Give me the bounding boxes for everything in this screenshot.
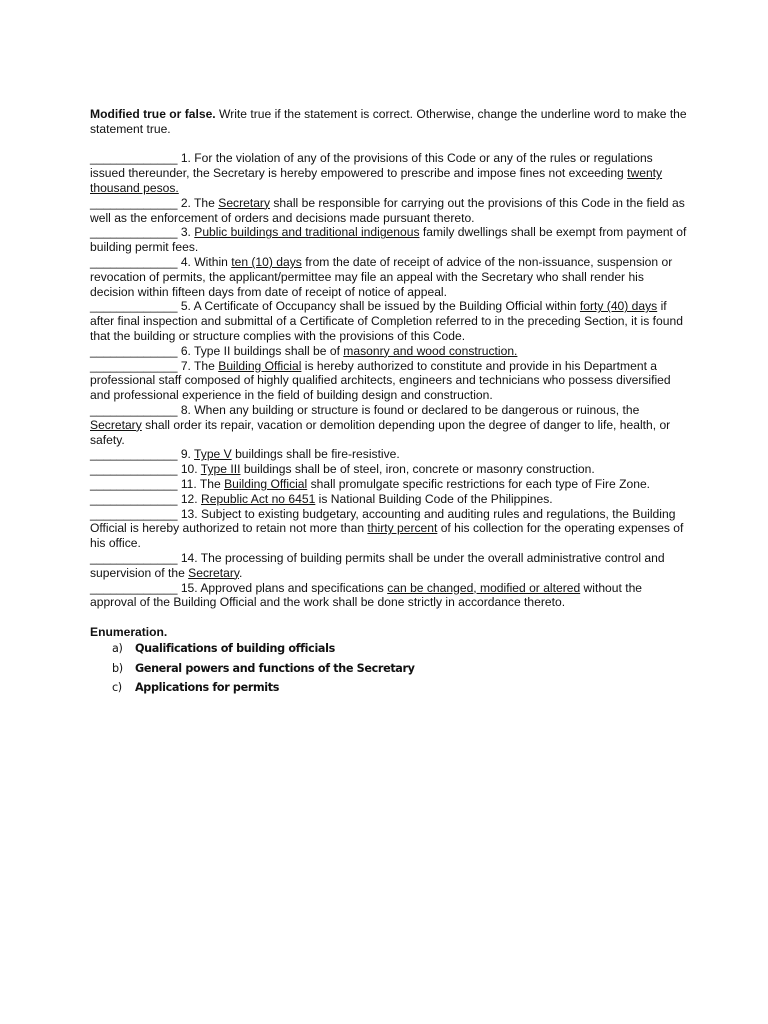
question-text: 11. The <box>177 476 225 491</box>
underlined-term: twenty thousand pesos. <box>90 166 663 195</box>
question-text: is National Building Code of the Philippines. <box>315 491 553 506</box>
enumeration-marker: b) <box>112 661 123 675</box>
question-item <box>90 225 690 255</box>
section-heading-true-false: Modified true or false. <box>90 107 216 121</box>
underlined-term: Republic Act no 6451 <box>201 491 316 506</box>
question-item <box>90 255 690 299</box>
question-item <box>90 299 690 343</box>
question-text: 14. The processing of building permits shall be under the overall administrative control and supervision of the <box>90 550 665 580</box>
question-text: 5. A Certificate of Occupancy shall be issued by the Building Official within <box>177 299 580 314</box>
section-heading-enumeration: Enumeration. <box>90 624 168 639</box>
question-item <box>90 477 690 492</box>
question-text: 7. The <box>177 358 219 373</box>
question-item <box>90 196 690 226</box>
question-text: 8. When any building or structure is found or declared to be dangerous or ruinous, the <box>177 402 640 417</box>
answer-blank: _____________ <box>90 225 178 240</box>
question-text: shall be responsible for carrying out the provisions of this Code in the field as well as the enforcement of orders and decisions made pursuant thereto. <box>90 195 685 225</box>
enumeration-item <box>90 639 690 658</box>
enumeration-item <box>90 678 690 697</box>
question-item <box>90 551 690 581</box>
answer-blank: _____________ <box>90 358 178 373</box>
question-item <box>90 507 690 551</box>
answer-blank: _____________ <box>90 506 178 521</box>
instructions <box>90 107 690 137</box>
underlined-term: Building Official <box>224 476 308 491</box>
answer-blank: _____________ <box>90 343 178 358</box>
answer-blank: _____________ <box>90 462 178 477</box>
underlined-term: thirty percent <box>367 521 438 536</box>
underlined-term: Type V <box>194 447 232 462</box>
underlined-term: Secretary <box>188 565 240 580</box>
question-item <box>90 151 690 195</box>
answer-blank: _____________ <box>90 195 178 210</box>
instructions-text: Write true if the statement is correct. Otherwise, change the underline word to make the statement true. <box>90 107 687 136</box>
question-text: is hereby authorized to constitute and provide in his Department a professional staff composed of highly qualified architects, engineers and technicians who possess diversified and professional experience in the field of building design and construction. <box>90 358 671 403</box>
enumeration-text: General powers and functions of the Secretary <box>135 661 415 675</box>
underlined-term: forty (40) days <box>579 299 658 314</box>
question-text: shall promulgate specific restrictions for each type of Fire Zone. <box>307 476 651 491</box>
question-text: buildings shall be of steel, iron, concrete or masonry construction. <box>240 462 595 477</box>
underlined-term: Public buildings and traditional indigenous <box>194 225 420 240</box>
question-text: 15. Approved plans and specifications <box>177 580 388 595</box>
enumeration-item <box>90 659 690 678</box>
question-text: 1. For the violation of any of the provisions of this Code or any of the rules or regulations issued thereunder, the Secretary is hereby empowered to prescribe and impose fines not exceeding <box>90 151 653 181</box>
enumeration-text: Applications for permits <box>135 680 280 694</box>
question-item <box>90 359 690 403</box>
underlined-term: Building Official <box>218 358 302 373</box>
question-text: family dwellings shall be exempt from payment of building permit fees. <box>90 225 687 255</box>
underlined-term: Secretary <box>218 195 271 210</box>
enumeration-marker: a) <box>112 642 123 656</box>
question-text: 4. Within <box>177 254 232 269</box>
question-text: 2. The <box>177 195 219 210</box>
underlined-term: masonry and wood construction. <box>343 343 518 358</box>
answer-blank: _____________ <box>90 151 178 166</box>
answer-blank: _____________ <box>90 491 178 506</box>
enumeration-marker: c) <box>112 680 122 694</box>
underlined-term: Secretary <box>90 417 142 432</box>
question-list <box>90 151 690 610</box>
question-text: of his collection for the operating expenses of his office. <box>90 521 684 551</box>
question-item <box>90 344 690 359</box>
question-text: buildings shall be fire-resistive. <box>231 447 400 462</box>
underlined-term: can be changed, modified or altered <box>387 580 581 595</box>
question-item <box>90 462 690 477</box>
answer-blank: _____________ <box>90 299 178 314</box>
enumeration-list <box>90 639 690 697</box>
answer-blank: _____________ <box>90 254 178 269</box>
document-page <box>90 107 690 697</box>
answer-blank: _____________ <box>90 447 178 462</box>
question-text: 10. <box>177 462 201 477</box>
question-text: if after final inspection and submittal of a Certificate of Completion referred to in the preceding Section, it is found that the building or structure complies with the provisions of this Code. <box>90 299 683 343</box>
question-text: from the date of receipt of advice of the non-issuance, suspension or revocation of permits, the applicant/permittee may file an appeal with the Secretary who shall render his decision within fifteen days from date of receipt of notice of appeal. <box>90 254 673 299</box>
question-text: 13. Subject to existing budgetary, accounting and auditing rules and regulations, the Building Official is hereby authorized to retain not more than <box>90 506 676 536</box>
question-item <box>90 492 690 507</box>
question-item <box>90 447 690 462</box>
underlined-term: Type III <box>200 462 241 477</box>
question-text: without the approval of the Building Official and the work shall be done strictly in accordance thereto. <box>90 580 643 610</box>
answer-blank: _____________ <box>90 476 178 491</box>
question-text: 6. Type II buildings shall be of <box>177 343 344 358</box>
enumeration-text: Qualifications of building officials <box>135 642 335 656</box>
question-item <box>90 581 690 611</box>
answer-blank: _____________ <box>90 550 178 565</box>
question-text: . <box>239 565 243 580</box>
question-text: 12. <box>177 491 201 506</box>
underlined-term: ten (10) days <box>231 254 302 269</box>
question-item <box>90 403 690 447</box>
question-text: 3. <box>177 225 195 240</box>
answer-blank: _____________ <box>90 402 178 417</box>
question-text: shall order its repair, vacation or demolition depending upon the degree of danger to life, health, or safety. <box>90 417 671 447</box>
answer-blank: _____________ <box>90 580 178 595</box>
question-text: 9. <box>177 447 195 462</box>
